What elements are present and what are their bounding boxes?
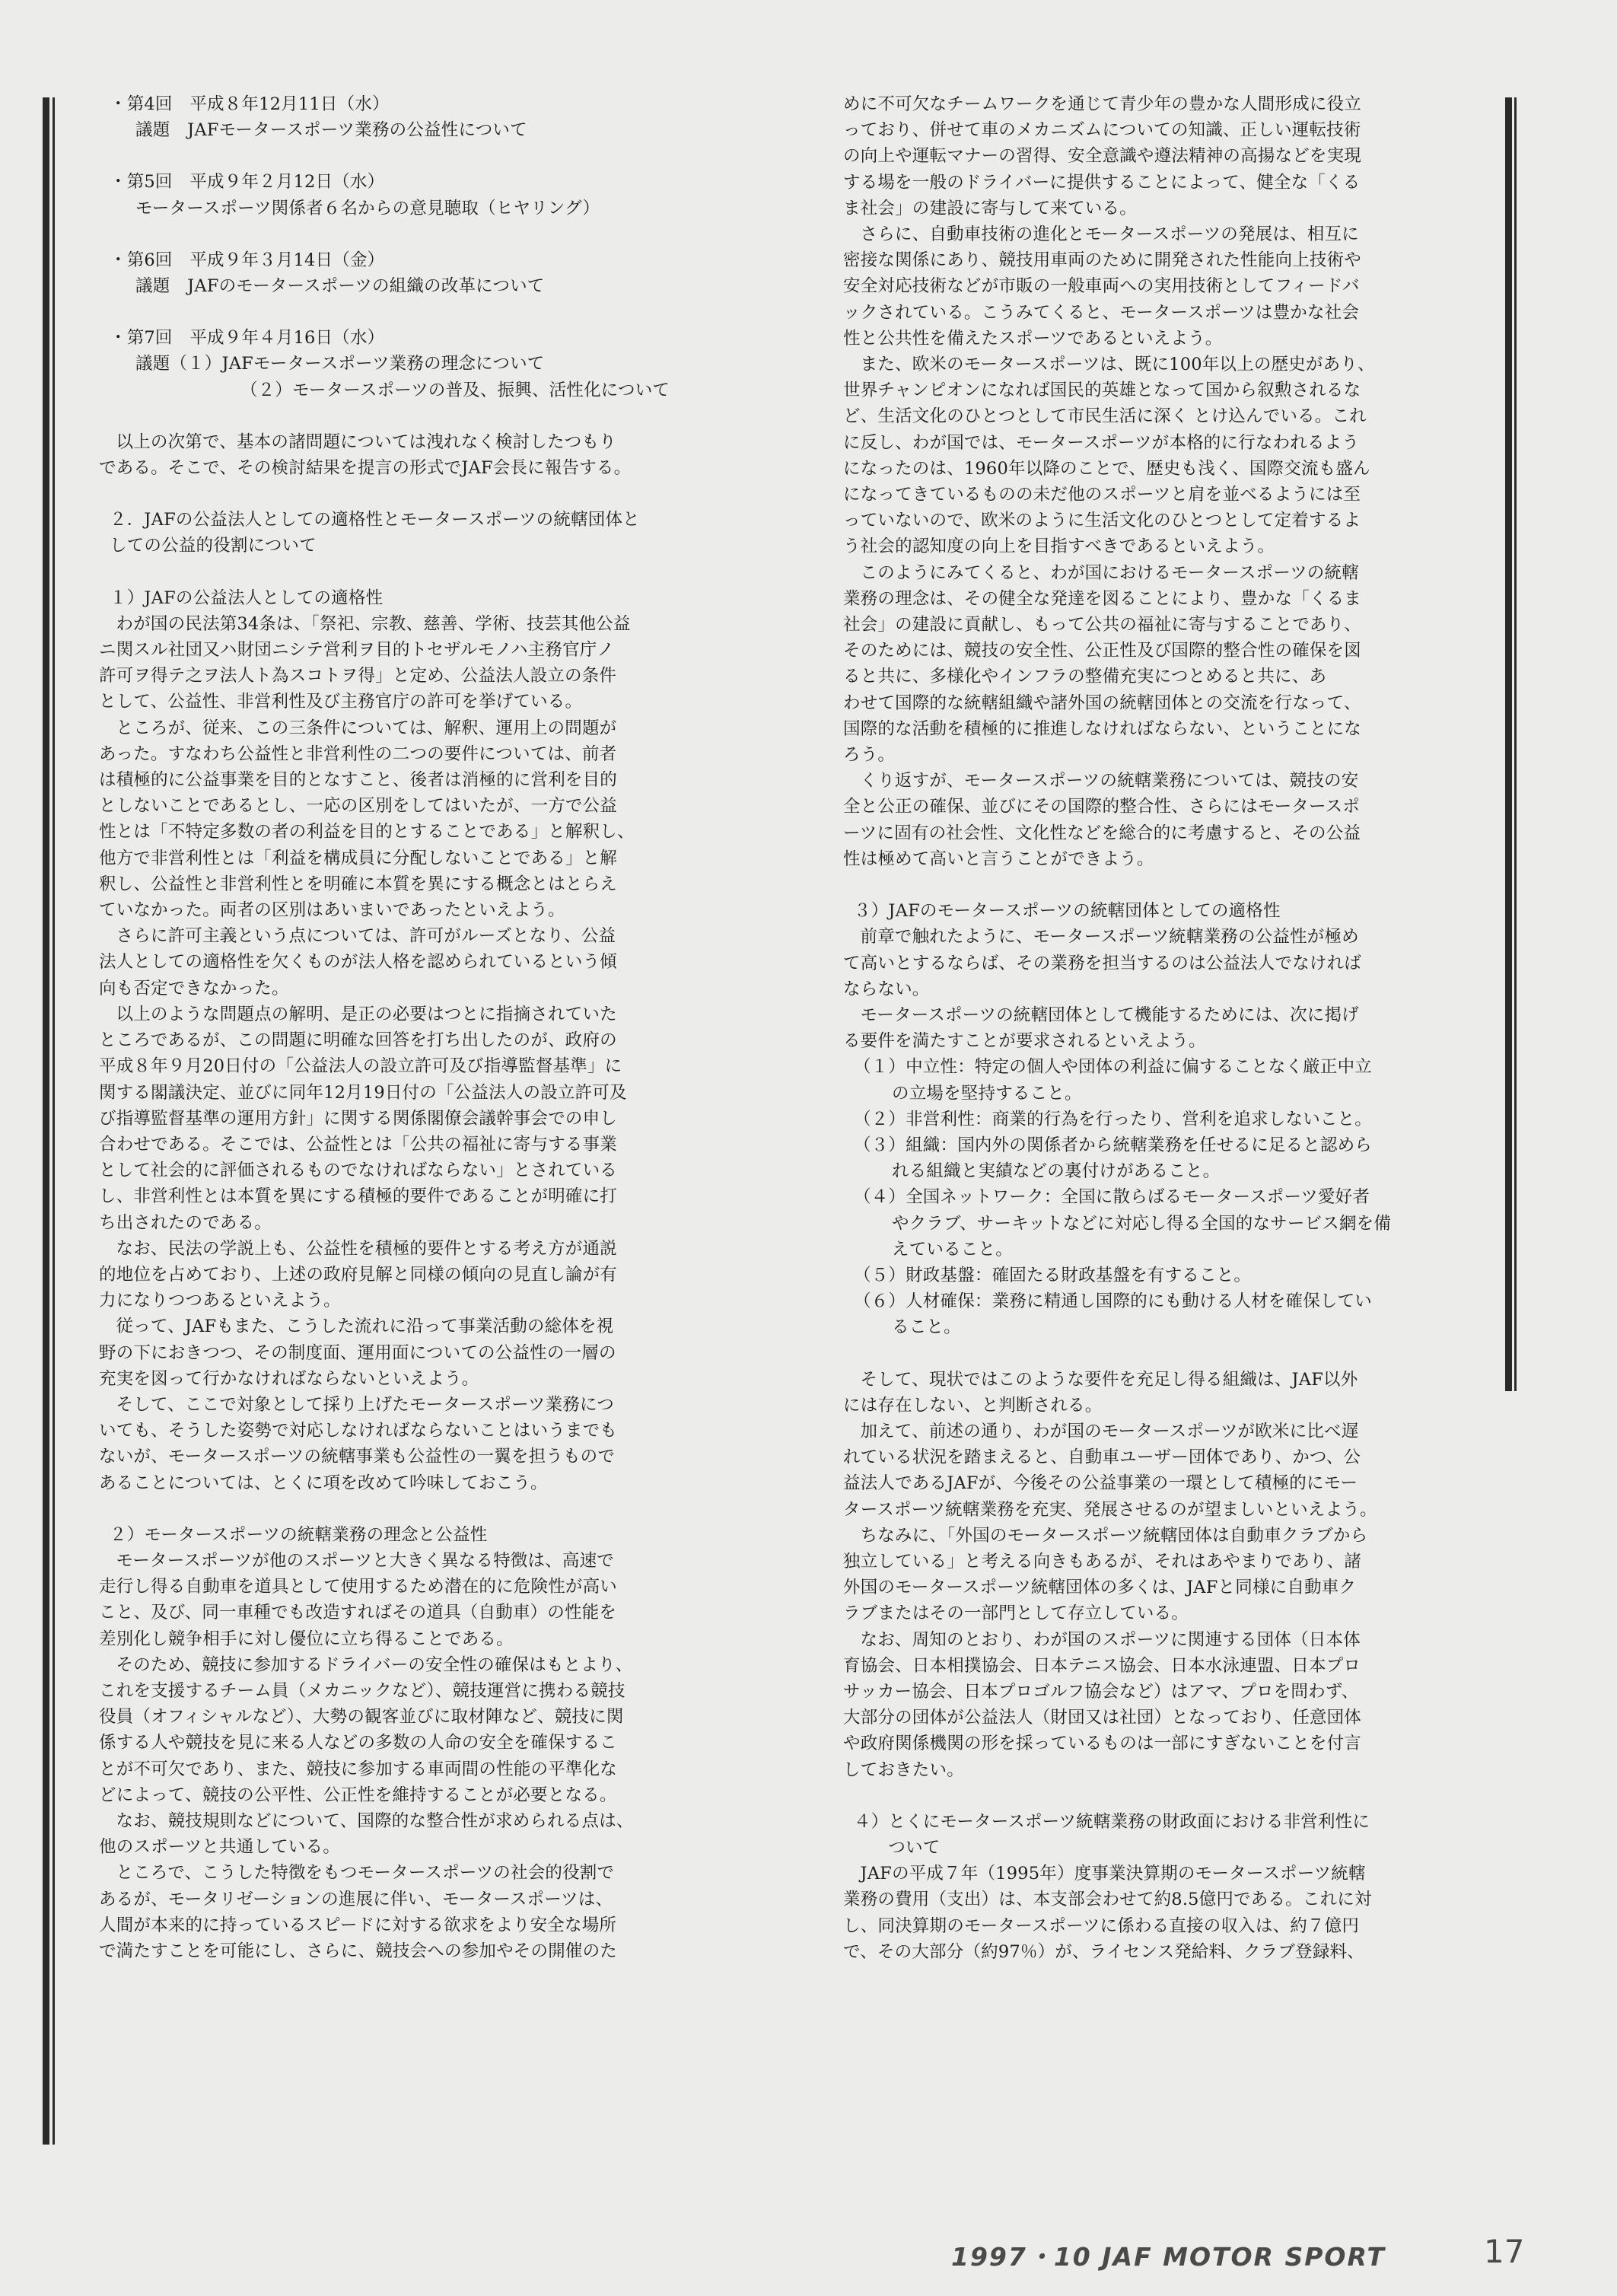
paragraph: なお、競技規則などについて、国際的な整合性が求められる点は、 他のスポーツと共通している。 (99, 1810, 634, 1858)
section-2-heading: ２．JAFの公益法人としての適格性とモータースポーツの統轄団体と しての公益的役割について (110, 510, 640, 556)
paragraph: 前章で触れたように、モータースポーツ統轄業務の公益性が極め て高いとするならば、その業務を担当するのは公益法人でなければ ならない。 (843, 927, 1362, 999)
paragraph: なお、民法の学説上も、公益性を積極的要件とする考え方が通説 的地位を占めており、上述の政府見解と同様の傾向の見直し論が有 力になりつつあるといえよう。 (99, 1238, 618, 1311)
subsection-1-heading: １）JAFの公益法人としての適格性 (110, 588, 384, 608)
requirement-6-cont: ること。 (892, 1317, 961, 1338)
paragraph: ちなみに、「外国のモータースポーツ統轄団体は自動車クラブから 独立している」と考える向きもあるが、それはあやまりであり、諸 外国のモータースポーツ統轄団体の多くは、JAFと同様に自動車ク ラブまたはその一部門として存立している。 (843, 1525, 1368, 1624)
meeting-5-title: ・第5回 平成９年２月12日（水） (110, 172, 385, 193)
paragraph: くり返すが、モータースポーツの統轄業務については、競技の安 全と公正の確保、並びにその国際的整合性、さらにはモータースポ ーツに固有の社会性、文化性などを総合的に考慮すると、その公益 性は極めて高いと言うことができよう。 (843, 771, 1361, 869)
meeting-4 (99, 91, 734, 143)
meeting-7-topic-2: （２）モータースポーツの普及、振興、活性化について (240, 380, 670, 400)
meeting-6-title: ・第6回 平成９年３月14日（金） (110, 250, 385, 270)
meeting-6-topic: 議題 JAFのモータースポーツの組織の改革について (135, 276, 545, 297)
right-column (843, 91, 1475, 1965)
paragraph: そのため、競技に参加するドライバーの安全性の確保はもとより、 これを支援するチーム員（メカニックなど）、競技運営に携わる競技 役員（オフィシャルなど）、大勢の観客並びに取材陣など、競技に関 係する人や競技を見に来る人などの多数の人命の安全を確保するこ とが不可欠であり、また、競技に参加する車両間の性能の平準化な どによって、競技の公平性、公正性を維持することが必要となる。 (99, 1654, 633, 1805)
subsection-3-heading: ３）JAFのモータースポーツの統轄団体としての適格性 (854, 901, 1281, 922)
requirement-5: （５）財政基盤：確固たる財政基盤を有すること。 (854, 1265, 1252, 1285)
magazine-issue: 1997・10 JAF MOTOR SPORT (951, 2242, 1386, 2272)
requirement-1: （１）中立性：特定の個人や団体の利益に偏することなく厳正中立 (854, 1057, 1373, 1078)
paragraph: 加えて、前述の通り、わが国のモータースポーツが欧米に比べ遅 れている状況を踏まえると、自動車ユーザー団体であり、かつ、公 益法人であるJAFが、今後その公益事業の一環として積極的にモー タースポーツ統轄業務を充実、発展させるのが望ましいといえよう。 (843, 1421, 1377, 1520)
left-margin-rule (43, 97, 49, 2145)
paragraph: めに不可欠なチームワークを通じて青少年の豊かな人間形成に役立 っており、併せて車のメカニズムについての知識、正しい運転技術 の向上や運転マナーの習得、安全意識や遵法精神の高揚などを実現 する場を一般のドライバーに提供することによって、健全な「くる ま社会」の建設に寄与して来ている。 (843, 94, 1362, 218)
paragraph: さらに許可主義という点については、許可がルーズとなり、公益 法人としての適格性を欠くものが法人格を認められているという傾 向も否定できなかった。 (99, 926, 618, 998)
paragraph: そして、現状ではこのような要件を充足し得る組織は、JAF以外 には存在しない、と判断される。 (843, 1369, 1358, 1415)
paragraph: 従って、JAFもまた、こうした流れに沿って事業活動の総体を視 野の下におきつつ、その制度面、運用面についての公益性の一層の 充実を図って行かなければならないといえよう。 (99, 1317, 616, 1389)
paragraph: わが国の民法第34条は、「祭祀、宗教、慈善、学術、技芸其他公益 ニ関スル社団又ハ財団ニシテ営利ヲ目的トセザルモノハ主務官庁ノ 許可ヲ得テ之ヲ法人ト為スコトヲ得」と定め、公益法人設立の条件 として、公益性、非営利性及び主務官庁の許可を挙げている。 (99, 613, 631, 712)
meeting-7-title: ・第7回 平成９年４月16日（水） (110, 328, 385, 349)
paragraph: なお、周知のとおり、わが国のスポーツに関連する団体（日本体 育協会、日本相撲協会、日本テニス協会、日本水泳連盟、日本プロ サッカー協会、日本プロゴルフ協会など）はアマ、プロを問わず、 大部分の団体が公益法人（財団又は社団）となっており、任意団体 や政府関係機関の形を採っているものは一部にすぎないことを付言 しておきたい。 (843, 1629, 1362, 1780)
paragraph: ところで、こうした特徴をもつモータースポーツの社会的役割で あるが、モータリゼーションの進展に伴い、モータースポーツは、 人間が本来的に持っているスピードに対する欲求をより安全な場所 で満たすことを可能にし、さらに、競技会への参加やその開催のた (99, 1863, 618, 1961)
meeting-7-topic-1: 議題（１）JAFモータースポーツ業務の理念について (135, 354, 545, 374)
summary-paragraph: 以上の次第で、基本の諸問題については洩れなく検討したつもり である。そこで、その検討結果を提言の形式でJAF会長に報告する。 (99, 431, 632, 479)
requirement-2: （２）非営利性：商業的行為を行ったり、営利を追求しないこと。 (854, 1109, 1373, 1129)
meeting-7 (99, 325, 734, 403)
left-margin-rule-thin (53, 97, 55, 2145)
paragraph: そして、ここで対象として採り上げたモータースポーツ業務につ いても、そうした姿勢で対応しなければならないことはいうまでも ないが、モータースポーツの統轄事業も公益性の一翼を担うもので あることについては、とくに項を改めて吟味しておこう。 (99, 1394, 618, 1493)
paragraph: また、欧米のモータースポーツは、既に100年以上の歴史があり、 世界チャンピオンになれば国民的英雄となって国から叙勲されるな ど、生活文化のひとつとして市民生活に深く とけ込んでいる。これ に反し、わが国では、モータースポーツが本格的に行なわれるよう になったのは、1960年以降のことで、歴史も浅く、国際交流も盛ん になってきているものの未だ他のスポーツと肩を並べるようには至 っていないので、欧米のように生活文化のひとつとして定着するよ う社会的認知度の向上を目指すべきであるといえよう。 (843, 355, 1375, 557)
right-margin-rule-thin (1514, 97, 1517, 1391)
page-number: 17 (1484, 2233, 1525, 2270)
right-margin-rule (1505, 97, 1512, 1391)
requirement-4: （４）全国ネットワーク：全国に散らばるモータースポーツ愛好者 (854, 1187, 1370, 1208)
subsection-2-heading: ２）モータースポーツの統轄業務の理念と公益性 (110, 1524, 488, 1545)
meeting-4-topic: 議題 JAFモータースポーツ業務の公益性について (135, 120, 527, 141)
meeting-5 (99, 169, 734, 221)
subsection-4-heading: ４）とくにモータースポーツ統轄業務の財政面における非営利性に ついて (854, 1811, 1370, 1858)
paragraph: JAFの平成７年（1995年）度事業決算期のモータースポーツ統轄 業務の費用（支出）は、本支部会わせて約8.5億円である。これに対 し、同決算期のモータースポーツに係わる直接の収入は、約７億円 で、その大部分（約97％）が、ライセンス発給料、クラブ登録料、 (843, 1864, 1372, 1962)
requirement-1-cont: の立場を堅持すること。 (892, 1083, 1082, 1103)
paragraph: ところが、従来、この三条件については、解釈、運用上の問題が あった。すなわち公益性と非営利性の二つの要件については、前者 は積極的に公益事業を目的となすこと、後者は消極的に営利を目的 としないことであるとし、一応の区別をしてはいたが、一方で公益 性とは「不特定多数の者の利益を目的とすることである」と解釈し、 他方で非営利性とは「利益を構成員に分配しないことである」と解 釈し、公益性と非営利性とを明確に本質を異にする概念とはとらえ ていなかった。両者の区別はあいまいであったといえよう。 (99, 718, 635, 921)
left-column (99, 91, 734, 1964)
paragraph: 以上のような問題点の解明、是正の必要はつとに指摘されていた ところであるが、この問題に明確な回答を打ち出したのが、政府の 平成８年９月20日付の「公益法人の設立許可及び指導監督基準」に 関する閣議決定、並びに同年12月19日付の「公益法人の設立許可及 び指導監督基準の運用方針」に関する関係閣僚会議幹事会での申し 合わせである。そこでは、公益性とは「公共の福祉に寄与する事業 として社会的に評価されるものでなければならない」とされている し、非営利性とは本質を異にする積極的要件であることが明確に打 ち出されたのである。 (99, 1004, 627, 1233)
paragraph: さらに、自動車技術の進化とモータースポーツの発展は、相互に 密接な関係にあり、競技用車両のために開発された性能向上技術や 安全対応技術などが市販の一般車両への実用技術としてフィードバ ックされている。こうみてくると、モータースポーツは豊かな社会 性と公共性を備えたスポーツであるといえよう。 (843, 225, 1362, 349)
requirement-6: （６）人材確保：業務に精通し国際的にも動ける人材を確保してい (854, 1291, 1373, 1312)
requirement-3-cont: れる組織と実績などの裏付けがあること。 (892, 1161, 1221, 1182)
page-footer (951, 2233, 1560, 2273)
requirement-3: （３）組織：国内外の関係者から統轄業務を任せるに足ると認めら (854, 1135, 1373, 1155)
meeting-5-topic: モータースポーツ関係者６名からの意見聴取（ヒヤリング） (135, 198, 600, 218)
meeting-4-title: ・第4回 平成８年12月11日（水） (110, 94, 390, 114)
paragraph: モータースポーツの統轄団体として機能するためには、次に掲げ る要件を満たすことが要求されるといえよう。 (843, 1005, 1359, 1052)
requirement-4-cont: やクラブ、サーキットなどに対応し得る全国的なサービス網を備 えていること。 (892, 1213, 1392, 1259)
paragraph: モータースポーツが他のスポーツと大きく異なる特徴は、高速で 走行し得る自動車を道具として使用するため潜在的に危険性が高い こと、及び、同一車種でも改造すればその道具（自動車）の性能を 差別化し競争相手に対し優位に立ち得ることである。 (99, 1550, 618, 1649)
paragraph: このようにみてくると、わが国におけるモータースポーツの統轄 業務の理念は、その健全な発達を図ることにより、豊かな「くるま 社会」の建設に貢献し、もって公共の福祉に寄与することであり、 そのためには、競技の安全性、公正性及び国際的整合性の確保を図 ると共に、多様化やインフラの整備充実につとめると共に、あ わせて国際的な統轄組織や諸外国の統轄団体との交流を行なって、 国際的な活動を積極的に推進しなければならない、ということにな ろう。 (843, 562, 1362, 766)
meeting-6 (99, 247, 734, 299)
